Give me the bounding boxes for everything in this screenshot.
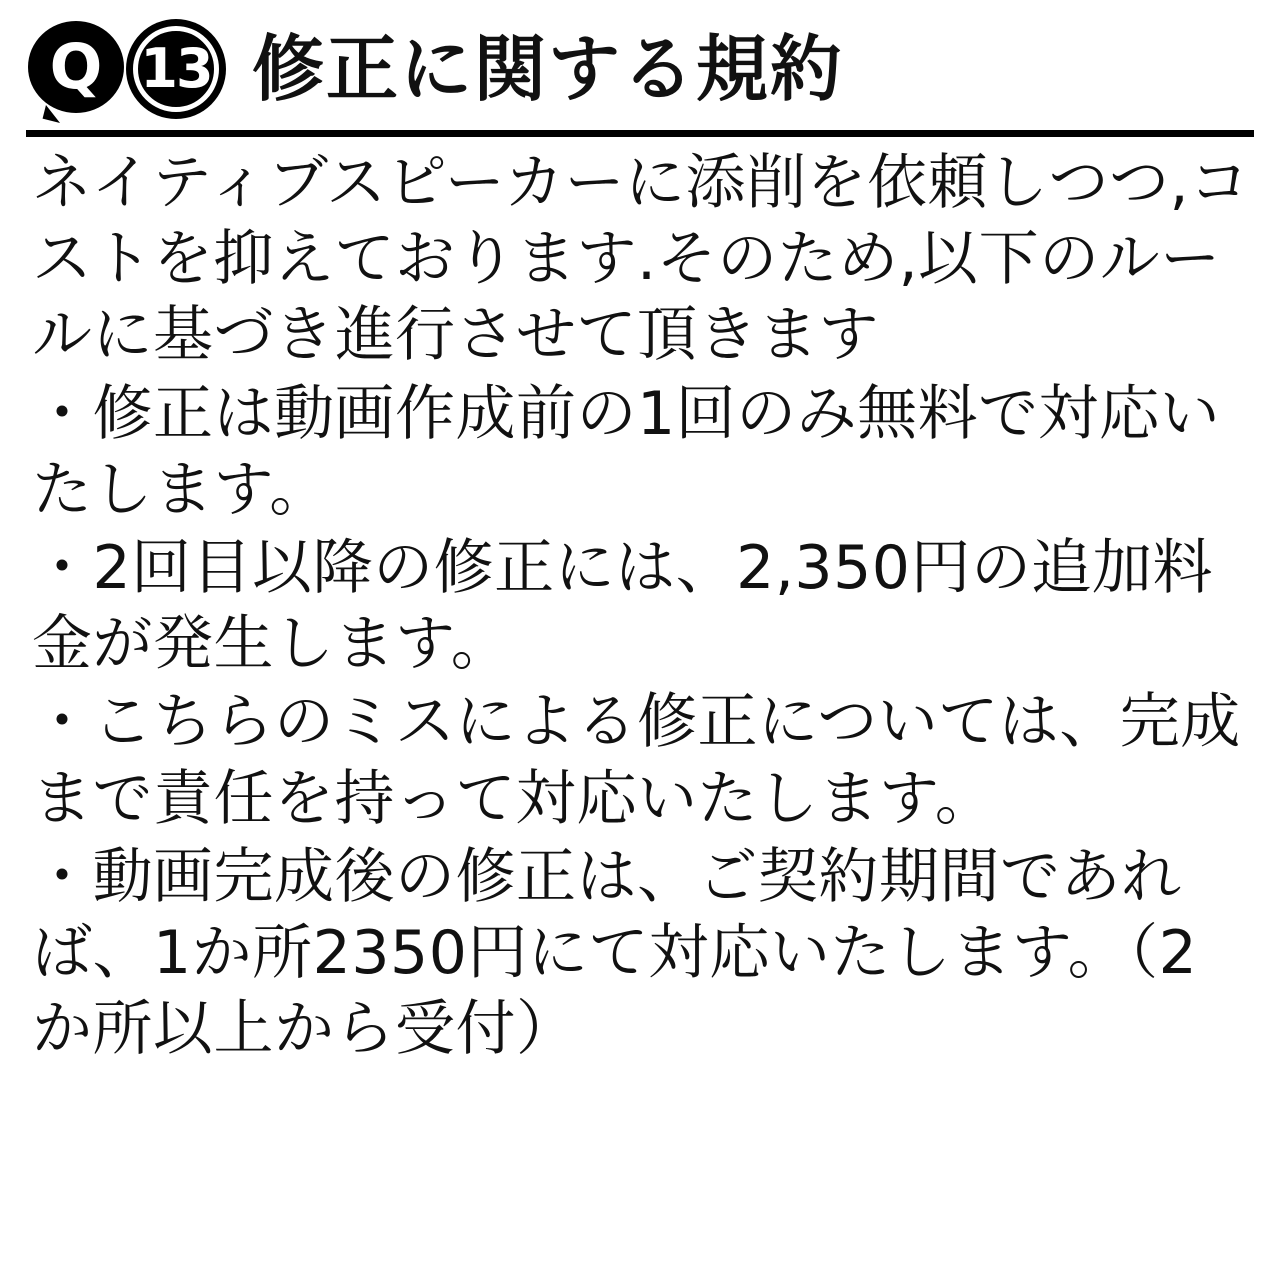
question-badge	[28, 21, 124, 117]
paragraph-rule-1: ・修正は動画作成前の1回のみ無料で対応いたします。	[32, 378, 1221, 525]
body-content	[26, 145, 1254, 1067]
question-number-badge	[126, 19, 226, 119]
question-badge-label: Q	[49, 30, 103, 103]
page-title: 修正に関する規約	[252, 27, 845, 111]
paragraph-intro: ネイティブスピーカーに添削を依頼しつつ,コストを抑えております.そのため,以下のルールに基づき進行させて頂きます	[32, 148, 1250, 371]
paragraph-rule-4: ・動画完成後の修正は、ご契約期間であれば、1か所2350円にて対応いたします。（2か所以上から受付）	[32, 841, 1198, 1065]
question-number-label: 13	[140, 37, 212, 100]
divider	[26, 130, 1254, 137]
paragraph-rule-3: ・こちらのミスによる修正については、完成まで責任を持って対応いたします。	[32, 687, 1241, 834]
paragraph-rule-2: ・2回目以降の修正には、2,350円の追加料金が発生します。	[32, 532, 1213, 680]
card-header	[26, 10, 1254, 128]
